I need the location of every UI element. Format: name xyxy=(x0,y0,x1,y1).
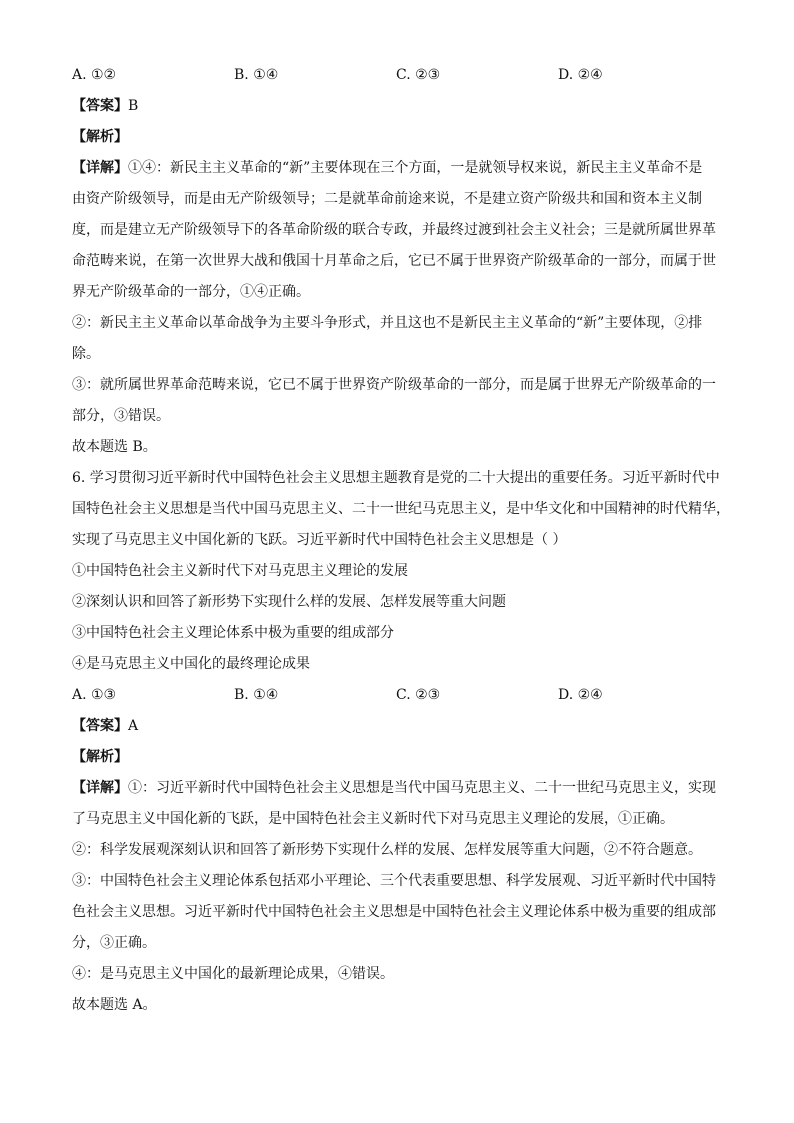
q6-choice-d: D. ②④ xyxy=(558,687,603,703)
q6-analysis-line: ④：是马克思主义中国化的最新理论成果，④错误。 xyxy=(72,966,394,982)
q5-answer-tag: 【答案】 xyxy=(72,98,128,114)
q6-answer-tag: 【答案】 xyxy=(72,718,128,734)
q6-detail-line xyxy=(72,773,732,804)
q5-choice-c: C. ②③ xyxy=(396,67,441,83)
q5-analysis-line: 除。 xyxy=(72,346,100,362)
q6-analysis-line: 了马克思主义中国化新的飞跃，是中国特色社会主义新时代下对马克思主义理论的发展，①正确。 xyxy=(72,811,674,827)
q5-detail-tag: 【详解】 xyxy=(72,160,128,176)
q5-conclusion: 故本题选 B。 xyxy=(72,439,157,455)
q6-analysis-line: 分，③正确。 xyxy=(72,935,156,951)
q6-analysis-heading xyxy=(72,742,732,773)
q5-detail-line xyxy=(72,153,732,184)
q6-detail-text: ①：习近平新时代中国特色社会主义思想是当代中国马克思主义、二十一世纪马克思主义，实现 xyxy=(128,780,716,796)
q6-choice-a: A. ①③ xyxy=(72,687,117,703)
q5-analysis-heading xyxy=(72,122,732,153)
q6-stem-line: 国特色社会主义思想是当代中国马克思主义、二十一世纪马克思主义，是中华文化和中国精神的时代精华， xyxy=(72,501,730,517)
q5-analysis-line: ②：新民主主义革命以革命战争为主要斗争形式，并且这也不是新民主主义革命的“新”主要体现，②排 xyxy=(72,315,703,331)
q6-option-3: ③中国特色社会主义理论体系中极为重要的组成部分 xyxy=(72,625,394,641)
q6-option-4: ④是马克思主义中国化的最终理论成果 xyxy=(72,656,310,672)
q6-choice-b: B. ①④ xyxy=(234,687,279,703)
q6-option-2: ②深刻认识和回答了新形势下实现什么样的发展、怎样发展等重大问题 xyxy=(72,594,506,610)
q6-analysis-line: ③：中国特色社会主义理论体系包括邓小平理论、三个代表重要思想、科学发展观、习近平新时代中国特 xyxy=(72,873,716,889)
q5-analysis-line: ③：就所属世界革命范畴来说，它已不属于世界资产阶级革命的一部分，而是属于世界无产阶级革命的一 xyxy=(72,377,716,393)
q5-analysis-line: 界无产阶级革命的一部分，①④正确。 xyxy=(72,284,310,300)
q5-analysis-line: 命范畴来说，在第一次世界大战和俄国十月革命之后，它已不属于世界资产阶级革命的一部分，而属于世 xyxy=(72,253,716,269)
q5-analysis-line: 部分，③错误。 xyxy=(72,408,170,424)
q6-conclusion: 故本题选 A。 xyxy=(72,997,157,1013)
q6-answer-value: A xyxy=(128,718,139,734)
q6-stem-line: 6. 学习贯彻习近平新时代中国特色社会主义思想主题教育是党的二十大提出的重要任务。习近平新时代中 xyxy=(72,470,720,486)
q5-answer-value: B xyxy=(128,98,139,114)
q5-analysis-line: 由资产阶级领导，而是由无产阶级领导；二是就革命前途来说，不是建立资产阶级共和国和资本主义制 xyxy=(72,191,702,207)
q6-choices xyxy=(72,680,732,711)
q6-analysis-line: 色社会主义思想。习近平新时代中国特色社会主义思想是中国特色社会主义理论体系中极为重要的组成部 xyxy=(72,904,716,920)
q5-detail-text: ①④：新民主主义革命的“新”主要体现在三个方面，一是就领导权来说，新民主主义革命不是 xyxy=(128,160,703,176)
q6-choice-c: C. ②③ xyxy=(396,687,441,703)
q5-answer xyxy=(72,91,732,122)
q6-analysis-tag: 【解析】 xyxy=(72,749,128,765)
q6-stem-line: 实现了马克思主义中国化新的飞跃。习近平新时代中国特色社会主义思想是（ ） xyxy=(72,532,567,548)
document-page xyxy=(72,60,732,1021)
q6-detail-tag: 【详解】 xyxy=(72,780,128,796)
q5-analysis-tag: 【解析】 xyxy=(72,129,128,145)
q5-choice-d: D. ②④ xyxy=(558,67,603,83)
q6-analysis-line: ②：科学发展观深刻认识和回答了新形势下实现什么样的发展、怎样发展等重大问题，②不符合题意。 xyxy=(72,842,702,858)
q5-choices xyxy=(72,60,732,91)
q6-answer xyxy=(72,711,732,742)
q6-option-1: ①中国特色社会主义新时代下对马克思主义理论的发展 xyxy=(72,563,408,579)
q5-analysis-line: 度，而是建立无产阶级领导下的各革命阶级的联合专政，并最终过渡到社会主义社会；三是就所属世界革 xyxy=(72,222,716,238)
q5-choice-a: A. ①② xyxy=(72,67,117,83)
q5-choice-b: B. ①④ xyxy=(234,67,279,83)
